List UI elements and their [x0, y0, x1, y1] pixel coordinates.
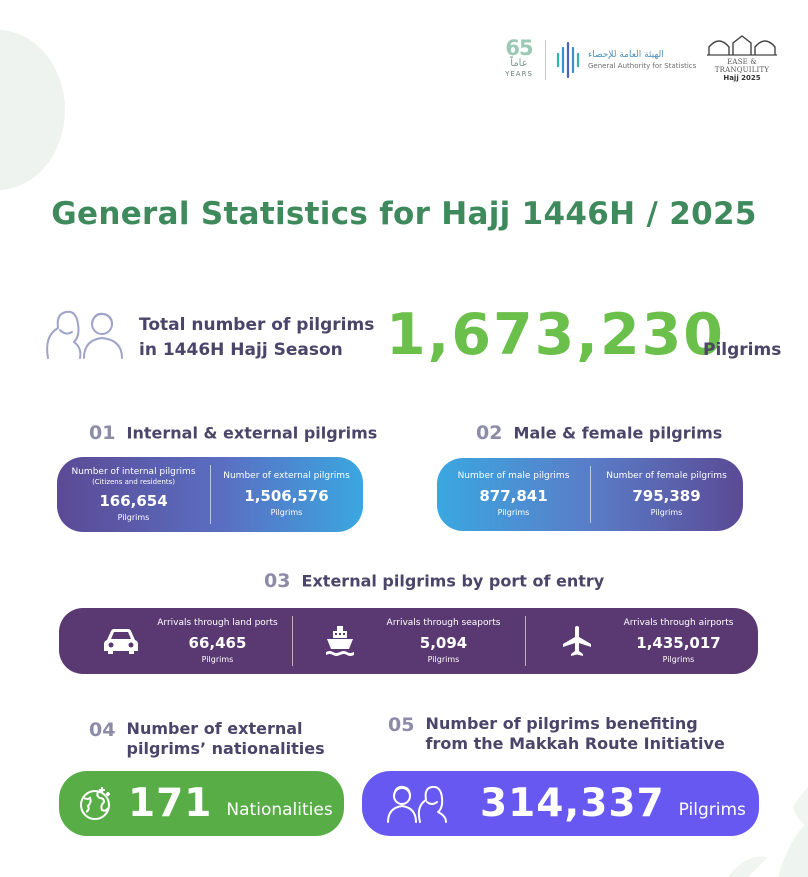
- stat-label: Arrivals through land ports: [157, 617, 278, 628]
- section3-number: 03: [264, 570, 291, 592]
- stat-unit: Pilgrims: [427, 654, 460, 664]
- section5-title-line2: from the Makkah Route Initiative: [425, 734, 725, 753]
- stat-value: 877,841: [479, 487, 548, 505]
- hajj-logo: [700, 33, 784, 82]
- pilgrims-icon: [36, 306, 128, 360]
- stat-value: 66,465: [188, 633, 247, 652]
- anniversary-years: YEARS: [505, 70, 533, 78]
- section5-title-line1: Number of pilgrims benefiting: [425, 714, 698, 733]
- total-pilgrims-unit: Pilgrims: [703, 340, 782, 360]
- stat-unit: Pilgrims: [270, 508, 303, 517]
- section5-heading: [388, 714, 725, 754]
- makkah-route-value: 314,337: [480, 781, 665, 826]
- stat-value: 166,654: [99, 491, 168, 510]
- gastat-logo: [554, 40, 697, 82]
- section4-heading: [89, 719, 325, 759]
- total-pilgrims-value: 1,673,230: [386, 302, 725, 368]
- section2-title: Male & female pilgrims: [513, 423, 723, 443]
- stat-unit: Pilgrims: [497, 508, 530, 517]
- stat-label: Arrivals through seaports: [386, 617, 501, 628]
- total-pilgrims-label: [139, 313, 374, 363]
- gastat-mark-icon: [554, 40, 582, 80]
- makkah-route-unit: Pilgrims: [678, 799, 746, 820]
- internal-external-card: [57, 457, 363, 532]
- globe-icon: [78, 786, 114, 822]
- male-pilgrims-stat: [437, 458, 590, 531]
- section3-title: External pilgrims by port of entry: [301, 571, 605, 591]
- section1-heading: [89, 422, 377, 444]
- decorative-circle: [0, 30, 65, 190]
- stat-label: Number of internal pilgrims: [71, 466, 196, 477]
- stat-value: 795,389: [632, 487, 701, 505]
- ship-icon: [325, 625, 355, 657]
- makkah-route-card: [362, 771, 759, 836]
- female-pilgrims-stat: [590, 458, 743, 531]
- stat-unit: Pilgrims: [650, 508, 683, 517]
- logo-divider: [545, 40, 546, 80]
- stat-label: Number of male pilgrims: [457, 471, 570, 481]
- page-title: General Statistics for Hajj 1446H / 2025: [51, 196, 757, 232]
- anniversary-arabic: عاماً: [510, 58, 528, 69]
- section1-title: Internal & external pilgrims: [126, 423, 378, 443]
- section4-number: 04: [89, 719, 116, 741]
- internal-pilgrims-stat: [57, 457, 210, 532]
- gastat-arabic-name: الهيئة العامة للإحصاء: [588, 50, 664, 60]
- nationalities-card: [59, 771, 344, 836]
- anniversary-number: 65: [505, 36, 533, 60]
- section4-title-line2: pilgrims’ nationalities: [126, 739, 325, 758]
- stat-unit: Pilgrims: [201, 654, 234, 664]
- port-of-entry-card: [59, 608, 758, 674]
- total-label-line1: Total number of pilgrims: [139, 315, 375, 335]
- section2-number: 02: [476, 422, 503, 444]
- male-female-card: [437, 458, 743, 531]
- stat-label: Number of female pilgrims: [606, 471, 727, 481]
- seaports-stat: [292, 608, 525, 674]
- section3-heading: [264, 570, 604, 592]
- stat-sublabel: (Citizens and residents): [92, 477, 175, 486]
- hajj-logo-year: Hajj 2025: [723, 74, 761, 82]
- stat-label: Arrivals through airports: [623, 617, 734, 628]
- section2-heading: [476, 422, 722, 444]
- nationalities-value: 171: [128, 781, 213, 826]
- stat-unit: Pilgrims: [117, 512, 150, 522]
- stat-value: 1,506,576: [244, 487, 329, 505]
- total-label-line2: in 1446H Hajj Season: [139, 340, 343, 360]
- section5-number: 05: [388, 714, 415, 736]
- section4-title-line1: Number of external: [126, 719, 303, 738]
- airports-stat: [525, 608, 758, 674]
- stat-unit: Pilgrims: [662, 654, 695, 664]
- airplane-icon: [561, 625, 593, 657]
- section1-number: 01: [89, 422, 116, 444]
- external-pilgrims-stat: [210, 457, 363, 532]
- hajj-logo-tagline: EASE & TRANQUILITY: [714, 58, 770, 74]
- nationalities-unit: Nationalities: [226, 799, 333, 820]
- gastat-english-name: General Authority for Statistics: [588, 62, 697, 70]
- hajj-arches-icon: [707, 33, 777, 57]
- stat-label: Number of external pilgrims: [223, 471, 350, 481]
- anniversary-logo: [497, 38, 541, 78]
- pilgrims-icon: [386, 784, 448, 824]
- stat-value: 1,435,017: [636, 633, 721, 652]
- stat-value: 5,094: [419, 633, 468, 652]
- land-ports-stat: [59, 608, 292, 674]
- car-icon: [102, 626, 140, 656]
